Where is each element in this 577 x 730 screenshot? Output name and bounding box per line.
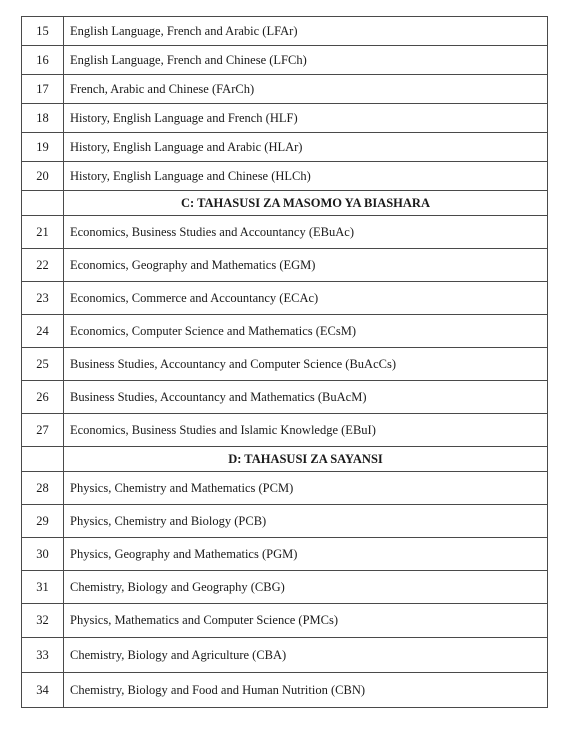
table-row [22, 414, 548, 447]
combinations-table-body [22, 17, 548, 708]
combination-name: Chemistry, Biology and Food and Human Nutrition (CBN) [64, 673, 548, 708]
combination-name: Physics, Mathematics and Computer Science (PMCs) [64, 604, 548, 638]
combination-name: Chemistry, Biology and Geography (CBG) [64, 571, 548, 604]
row-number: 33 [22, 638, 64, 673]
row-number: 27 [22, 414, 64, 447]
row-number: 23 [22, 282, 64, 315]
row-number: 21 [22, 216, 64, 249]
combination-name: Physics, Chemistry and Mathematics (PCM) [64, 472, 548, 505]
row-number: 19 [22, 133, 64, 162]
row-number: 22 [22, 249, 64, 282]
table-row [22, 17, 548, 46]
row-number: 20 [22, 162, 64, 191]
row-number: 25 [22, 348, 64, 381]
table-row [22, 162, 548, 191]
row-number: 24 [22, 315, 64, 348]
row-number: 18 [22, 104, 64, 133]
table-row [22, 505, 548, 538]
table-row [22, 315, 548, 348]
table-row [22, 673, 548, 708]
combination-name: Economics, Commerce and Accountancy (ECAc) [64, 282, 548, 315]
combination-name: History, English Language and French (HLF) [64, 104, 548, 133]
combination-name: Physics, Chemistry and Biology (PCB) [64, 505, 548, 538]
table-row [22, 472, 548, 505]
combination-name: Physics, Geography and Mathematics (PGM) [64, 538, 548, 571]
table-row [22, 104, 548, 133]
section-header-row [22, 191, 548, 216]
combination-name: Business Studies, Accountancy and Mathematics (BuAcM) [64, 381, 548, 414]
row-number: 15 [22, 17, 64, 46]
row-number: 28 [22, 472, 64, 505]
table-row [22, 571, 548, 604]
table-row [22, 75, 548, 104]
table-row [22, 381, 548, 414]
row-number: 31 [22, 571, 64, 604]
table-row [22, 46, 548, 75]
row-number: 16 [22, 46, 64, 75]
combination-name: English Language, French and Arabic (LFAr) [64, 17, 548, 46]
row-number: 34 [22, 673, 64, 708]
section-title: D: TAHASUSI ZA SAYANSI [64, 447, 548, 472]
table-row [22, 282, 548, 315]
combination-name: Business Studies, Accountancy and Computer Science (BuAcCs) [64, 348, 548, 381]
combination-name: Economics, Business Studies and Islamic Knowledge (EBuI) [64, 414, 548, 447]
row-number: 17 [22, 75, 64, 104]
combination-name: Chemistry, Biology and Agriculture (CBA) [64, 638, 548, 673]
section-title: C: TAHASUSI ZA MASOMO YA BIASHARA [64, 191, 548, 216]
combination-name: French, Arabic and Chinese (FArCh) [64, 75, 548, 104]
table-row [22, 249, 548, 282]
table-row [22, 638, 548, 673]
section-number-cell [22, 447, 64, 472]
section-number-cell [22, 191, 64, 216]
row-number: 26 [22, 381, 64, 414]
table-row [22, 216, 548, 249]
table-row [22, 133, 548, 162]
row-number: 29 [22, 505, 64, 538]
combination-name: English Language, French and Chinese (LFCh) [64, 46, 548, 75]
row-number: 32 [22, 604, 64, 638]
combination-name: History, English Language and Arabic (HLAr) [64, 133, 548, 162]
combinations-table [21, 16, 548, 708]
combination-name: Economics, Geography and Mathematics (EGM) [64, 249, 548, 282]
table-row [22, 604, 548, 638]
section-header-row [22, 447, 548, 472]
combination-name: History, English Language and Chinese (HLCh) [64, 162, 548, 191]
combination-name: Economics, Computer Science and Mathematics (ECsM) [64, 315, 548, 348]
row-number: 30 [22, 538, 64, 571]
table-row [22, 348, 548, 381]
combination-name: Economics, Business Studies and Accountancy (EBuAc) [64, 216, 548, 249]
table-row [22, 538, 548, 571]
